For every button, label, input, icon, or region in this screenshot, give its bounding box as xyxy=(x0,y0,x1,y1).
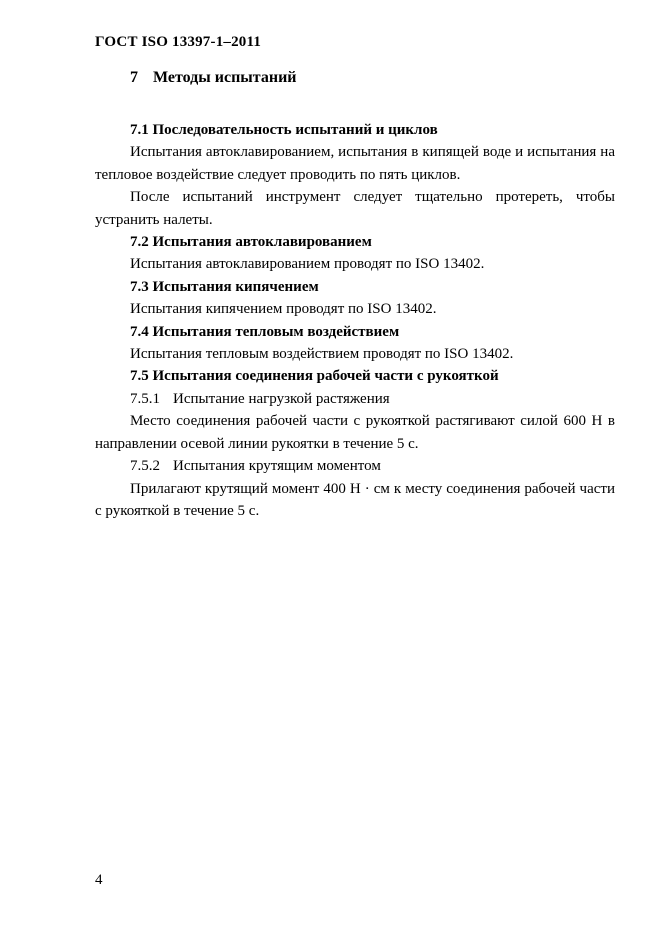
clause-7-5-2 xyxy=(95,455,615,477)
paragraph-tensile-load: Место соединения рабочей части с рукояткой растягивают силой 600 Н в направлении осевой линии рукоятки в течение 5 с. xyxy=(95,413,615,452)
subheading-7-4: 7.4 Испытания тепловым воздействием xyxy=(130,323,400,340)
running-header: ГОСТ ISO 13397-1–2011 xyxy=(95,34,262,50)
paragraph-boiling: Испытания кипячением проводят по ISO 13402. xyxy=(130,301,437,318)
section-title: Методы испытаний xyxy=(153,69,297,86)
page-number: 4 xyxy=(95,872,103,888)
section-body xyxy=(95,119,615,522)
subheading-7-1: 7.1 Последовательность испытаний и циклов xyxy=(130,122,438,138)
clause-number: 7.5.1 xyxy=(130,390,160,407)
paragraph-test-cycles: Испытания автоклавированием, испытания в кипящей воде и испытания на тепловое воздействие следует проводить по пять циклов. xyxy=(95,144,615,183)
clause-title: Испытания крутящим моментом xyxy=(173,458,381,475)
subheading-7-3: 7.3 Испытания кипячением xyxy=(130,278,319,295)
paragraph-autoclave: Испытания автоклавированием проводят по ISO 13402. xyxy=(130,256,485,273)
clause-title: Испытание нагрузкой растяжения xyxy=(173,390,390,407)
section-number: 7 xyxy=(130,69,138,86)
section-heading xyxy=(95,68,615,88)
subheading-7-5: 7.5 Испытания соединения рабочей части с рукояткой xyxy=(130,368,499,385)
paragraph-heat: Испытания тепловым воздействием проводят по ISO 13402. xyxy=(130,346,514,363)
page-content xyxy=(95,33,615,522)
subheading-7-2: 7.2 Испытания автоклавированием xyxy=(130,234,372,251)
paragraph-wipe-instrument: После испытаний инструмент следует тщательно протереть, чтобы устранить налеты. xyxy=(95,189,615,228)
paragraph-torque: Прилагают крутящий момент 400 Н · см к месту соединения рабочей части с рукояткой в течение 5 с. xyxy=(95,480,615,519)
clause-7-5-1 xyxy=(95,388,615,410)
clause-number: 7.5.2 xyxy=(130,458,160,475)
